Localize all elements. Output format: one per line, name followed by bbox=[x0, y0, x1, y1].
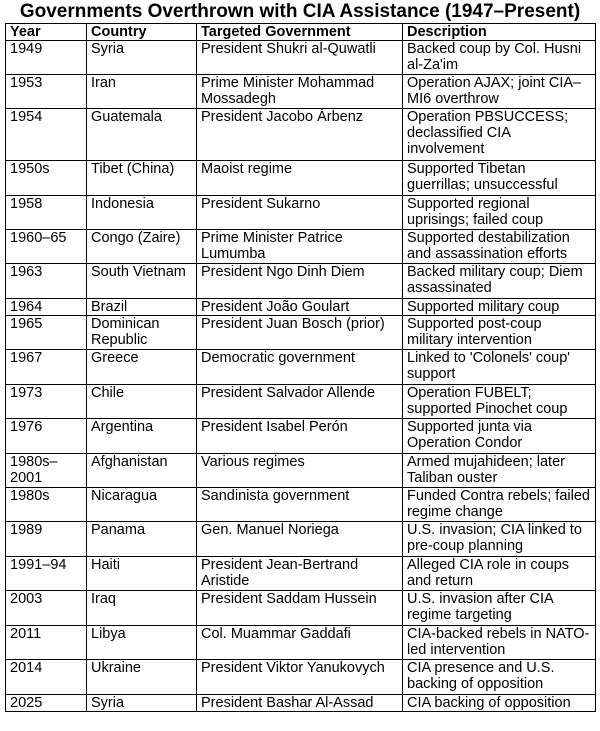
cell-country: Dominican Republic bbox=[87, 316, 197, 350]
cell-country: Panama bbox=[87, 522, 197, 557]
table-row bbox=[6, 419, 596, 454]
cell-country: Greece bbox=[87, 350, 197, 385]
cell-target: President Shukri al-Quwatli bbox=[197, 41, 403, 75]
cell-target: Prime Minister Patrice Lumumba bbox=[197, 230, 403, 264]
cell-desc: Supported Tibetan guerrillas; unsuccessful bbox=[403, 161, 596, 196]
cell-country: Syria bbox=[87, 41, 197, 75]
cell-desc: Backed military coup; Diem assassinated bbox=[403, 264, 596, 299]
cell-country: Syria bbox=[87, 695, 197, 712]
cell-desc: CIA presence and U.S. backing of opposition bbox=[403, 660, 596, 695]
cell-country: Guatemala bbox=[87, 109, 197, 161]
cell-desc: CIA-backed rebels in NATO-led intervention bbox=[403, 626, 596, 660]
table-row bbox=[6, 454, 596, 488]
cell-year: 1953 bbox=[6, 75, 87, 109]
table-row bbox=[6, 695, 596, 712]
cell-year: 1976 bbox=[6, 419, 87, 454]
cell-year: 1954 bbox=[6, 109, 87, 161]
cell-year: 1963 bbox=[6, 264, 87, 299]
cell-year: 1950s bbox=[6, 161, 87, 196]
cell-year: 1991–94 bbox=[6, 557, 87, 591]
cell-country: Afghanistan bbox=[87, 454, 197, 488]
cell-target: President Juan Bosch (prior) bbox=[197, 316, 403, 350]
cell-country: Ukraine bbox=[87, 660, 197, 695]
cell-year: 1967 bbox=[6, 350, 87, 385]
table-row bbox=[6, 299, 596, 316]
cell-target: Maoist regime bbox=[197, 161, 403, 196]
table-row bbox=[6, 557, 596, 591]
cell-target: President Isabel Perón bbox=[197, 419, 403, 454]
cell-desc: U.S. invasion after CIA regime targeting bbox=[403, 591, 596, 626]
cell-target: Gen. Manuel Noriega bbox=[197, 522, 403, 557]
cell-year: 1964 bbox=[6, 299, 87, 316]
cell-year: 2025 bbox=[6, 695, 87, 712]
cell-country: Nicaragua bbox=[87, 488, 197, 522]
column-header-country: Country bbox=[87, 24, 197, 41]
table-row bbox=[6, 385, 596, 419]
table-row bbox=[6, 591, 596, 626]
cell-target: Sandinista government bbox=[197, 488, 403, 522]
cell-desc: Supported post-coup military intervention bbox=[403, 316, 596, 350]
cell-year: 1965 bbox=[6, 316, 87, 350]
cell-year: 1949 bbox=[6, 41, 87, 75]
cell-target: President João Goulart bbox=[197, 299, 403, 316]
cell-desc: U.S. invasion; CIA linked to pre-coup planning bbox=[403, 522, 596, 557]
cell-desc: Operation AJAX; joint CIA–MI6 overthrow bbox=[403, 75, 596, 109]
table-row bbox=[6, 109, 596, 161]
cell-desc: Supported regional uprisings; failed coup bbox=[403, 196, 596, 230]
cell-target: Democratic government bbox=[197, 350, 403, 385]
cell-desc: Supported junta via Operation Condor bbox=[403, 419, 596, 454]
table-row bbox=[6, 626, 596, 660]
cell-year: 2014 bbox=[6, 660, 87, 695]
cell-country: Congo (Zaire) bbox=[87, 230, 197, 264]
table-row bbox=[6, 41, 596, 75]
cell-desc: CIA backing of opposition bbox=[403, 695, 596, 712]
table-row bbox=[6, 196, 596, 230]
cell-year: 1973 bbox=[6, 385, 87, 419]
cell-country: Tibet (China) bbox=[87, 161, 197, 196]
cell-year: 1958 bbox=[6, 196, 87, 230]
cell-country: Iran bbox=[87, 75, 197, 109]
table-row bbox=[6, 350, 596, 385]
cell-country: Haiti bbox=[87, 557, 197, 591]
table-row bbox=[6, 660, 596, 695]
cell-desc: Operation FUBELT; supported Pinochet coup bbox=[403, 385, 596, 419]
cell-desc: Backed coup by Col. Husni al-Za'im bbox=[403, 41, 596, 75]
column-header-description: Description bbox=[403, 24, 596, 41]
cell-country: Indonesia bbox=[87, 196, 197, 230]
cell-target: President Saddam Hussein bbox=[197, 591, 403, 626]
table-row bbox=[6, 316, 596, 350]
cell-country: Argentina bbox=[87, 419, 197, 454]
cell-desc: Armed mujahideen; later Taliban ouster bbox=[403, 454, 596, 488]
cell-target: Various regimes bbox=[197, 454, 403, 488]
cell-target: Col. Muammar Gaddafi bbox=[197, 626, 403, 660]
cell-target: President Salvador Allende bbox=[197, 385, 403, 419]
cell-target: President Bashar Al-Assad bbox=[197, 695, 403, 712]
governments-table bbox=[5, 23, 596, 712]
cell-desc: Supported military coup bbox=[403, 299, 596, 316]
cell-country: South Vietnam bbox=[87, 264, 197, 299]
cell-target: Prime Minister Mohammad Mossadegh bbox=[197, 75, 403, 109]
cell-desc: Alleged CIA role in coups and return bbox=[403, 557, 596, 591]
cell-country: Iraq bbox=[87, 591, 197, 626]
cell-year: 1960–65 bbox=[6, 230, 87, 264]
table-row bbox=[6, 522, 596, 557]
column-header-targeted-government: Targeted Government bbox=[197, 24, 403, 41]
page-title: Governments Overthrown with CIA Assistance (1947–Present) bbox=[19, 1, 581, 22]
cell-desc: Linked to 'Colonels' coup' support bbox=[403, 350, 596, 385]
cell-desc: Funded Contra rebels; failed regime change bbox=[403, 488, 596, 522]
cell-desc: Operation PBSUCCESS; declassified CIA involvement bbox=[403, 109, 596, 161]
cell-target: President Jacobo Árbenz bbox=[197, 109, 403, 161]
table-header-row bbox=[6, 24, 596, 41]
cell-year: 1980s bbox=[6, 488, 87, 522]
cell-year: 2003 bbox=[6, 591, 87, 626]
table-row bbox=[6, 264, 596, 299]
cell-target: President Viktor Yanukovych bbox=[197, 660, 403, 695]
table-row bbox=[6, 75, 596, 109]
cell-year: 2011 bbox=[6, 626, 87, 660]
table-row bbox=[6, 161, 596, 196]
table-row bbox=[6, 230, 596, 264]
cell-year: 1989 bbox=[6, 522, 87, 557]
cell-desc: Supported destabilization and assassination efforts bbox=[403, 230, 596, 264]
cell-country: Chile bbox=[87, 385, 197, 419]
cell-country: Libya bbox=[87, 626, 197, 660]
cell-target: President Ngo Dinh Diem bbox=[197, 264, 403, 299]
table-row bbox=[6, 488, 596, 522]
cell-country: Brazil bbox=[87, 299, 197, 316]
cell-target: President Jean-Bertrand Aristide bbox=[197, 557, 403, 591]
cell-year: 1980s–2001 bbox=[6, 454, 87, 488]
cell-target: President Sukarno bbox=[197, 196, 403, 230]
column-header-year: Year bbox=[6, 24, 87, 41]
